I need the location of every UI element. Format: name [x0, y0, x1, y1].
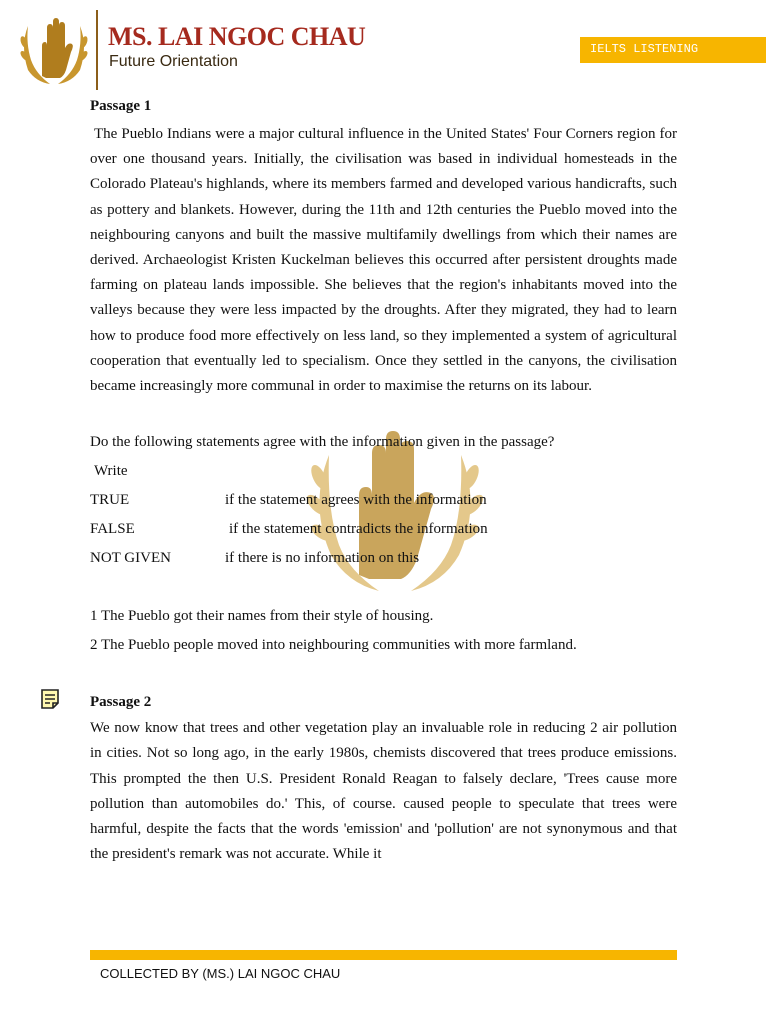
hand-logo-icon — [14, 12, 94, 88]
passage1-heading: Passage 1 — [90, 98, 152, 114]
option-label: TRUE — [90, 492, 130, 509]
footer-bar — [90, 950, 677, 960]
option-desc: if the statement contradicts the information — [229, 521, 488, 538]
option-label: NOT GIVEN — [90, 550, 171, 567]
option-row-not-given — [90, 544, 677, 573]
section-badge: IELTS LISTENING — [580, 37, 766, 63]
footer-text: COLLECTED BY (MS.) LAI NGOC CHAU — [100, 966, 341, 981]
passage2-heading: Passage 2 — [90, 694, 152, 711]
option-desc: if the statement agrees with the information — [225, 492, 487, 509]
option-row-true — [90, 486, 677, 515]
passage2-body: We now know that trees and other vegetation play an invaluable role in reducing 2 air pollution in cities. Not so long ago, in the early 1980s, chemists discovered that trees produce emissions. This prompted the then U.S. President Ronald Reagan to falsely declare, 'Trees cause more pollution than automobiles do.' This, of course. caused people to speculate that trees were harmful, despite the facts that the words 'emission' and 'pollution' are not synonymous and that the president's remark was not accurate. While it — [90, 720, 677, 863]
option-row-false — [90, 515, 677, 544]
brand-name: MS. LAI NGOC CHAU — [108, 22, 366, 51]
statement-2: 2 The Pueblo people moved into neighbouring communities with more farmland. — [90, 637, 577, 654]
header-divider — [96, 10, 98, 90]
instructions-question: Do the following statements agree with the information given in the passage? — [90, 434, 555, 451]
statement-1: 1 The Pueblo got their names from their style of housing. — [90, 608, 434, 625]
spacer — [90, 399, 677, 428]
spacer — [90, 573, 677, 602]
brand-subtitle: Future Orientation — [109, 53, 238, 70]
note-icon[interactable] — [40, 688, 60, 710]
instructions-write: Write — [94, 463, 128, 480]
spacer — [90, 660, 677, 689]
passage1-body: The Pueblo Indians were a major cultural influence in the United States' Four Corners region for over one thousand years. Initially, the civilisation was based in individual homesteads in the Colorado Plateau's highlands, where its members farmed and developed various handicrafts, such as pottery and blankets. However, during the 11th and 12th centuries the Pueblo moved into the neighbouring canyons and built the massive multifamily dwellings from which their names are derived. Archaeologist Kristen Kuckelman believes this occurred after persistent droughts made farming on plateau lands impossible. She believes that the region's inhabitants moved into the valleys because they were less impacted by the droughts. After they migrated, they had to learn how to produce food more effectively on less land, so they implemented a system of agricultural cooperation that eventually led to specialism. Once they settled in the canyons, the civilisation became increasingly more communal in order to maximise the returns on its labour. — [90, 126, 677, 395]
option-label: FALSE — [90, 521, 135, 538]
option-desc: if there is no information on this — [225, 550, 420, 567]
document-body — [90, 96, 677, 867]
